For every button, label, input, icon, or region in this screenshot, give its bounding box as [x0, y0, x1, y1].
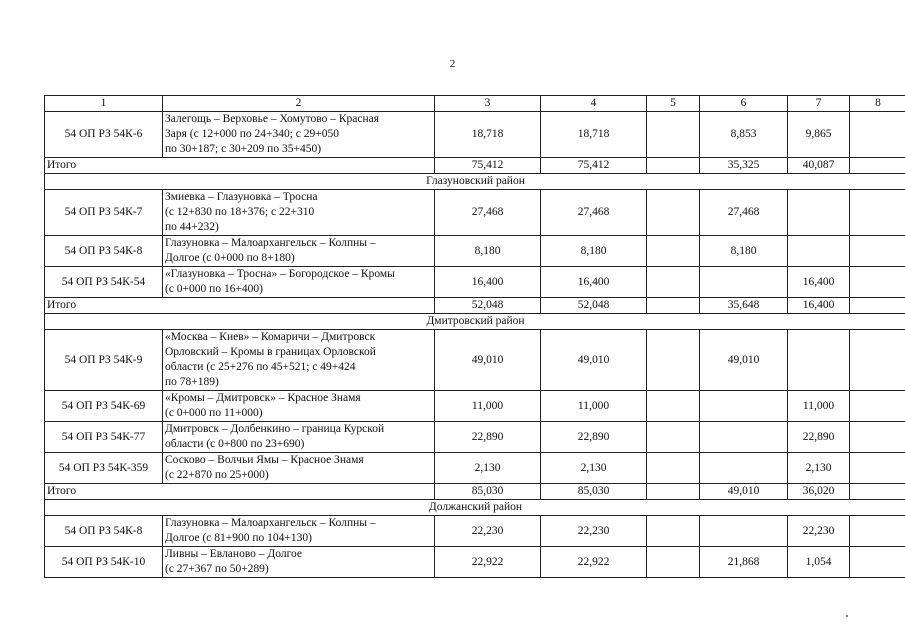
total-c6: 49,010: [700, 484, 788, 500]
value-c5: [647, 547, 700, 578]
value-c8: [850, 236, 905, 267]
header-cell: 1: [45, 96, 163, 112]
header-cell: 4: [541, 96, 647, 112]
road-code: 54 ОП РЗ 54К-8: [45, 516, 163, 547]
region-row: [45, 174, 905, 190]
road-description-line: «Глазуновка – Тросна» – Богородское – Кромы: [165, 268, 395, 280]
road-description: [163, 422, 435, 453]
value-c6: 8,853: [700, 112, 788, 158]
value-c7: 16,400: [788, 267, 850, 298]
value-c3: 18,718: [435, 112, 541, 158]
value-c6: [700, 422, 788, 453]
road-description-line: «Москва – Киев» – Комаричи – Дмитровск: [165, 331, 376, 343]
total-label: Итого: [45, 484, 435, 500]
road-description-line: Глазуновка – Малоархангельск – Колпны –: [165, 237, 376, 249]
value-c8: [850, 330, 905, 391]
road-description-line: Долгое (с 0+000 по 8+180): [165, 252, 295, 264]
total-c4: 75,412: [541, 158, 647, 174]
road-description: [163, 190, 435, 236]
total-c8: [850, 158, 905, 174]
value-c7: 22,230: [788, 516, 850, 547]
region-heading: Глазуновский район: [45, 174, 905, 190]
value-c7: [788, 236, 850, 267]
road-description-line: Заря (с 12+000 по 24+340; с 29+050: [165, 128, 339, 140]
value-c6: 21,868: [700, 547, 788, 578]
value-c6: [700, 453, 788, 484]
road-description-line: (с 0+000 по 16+400): [165, 283, 264, 295]
value-c8: [850, 453, 905, 484]
value-c4: 8,180: [541, 236, 647, 267]
value-c7: 22,890: [788, 422, 850, 453]
value-c5: [647, 422, 700, 453]
table-row: [45, 453, 905, 484]
road-description-line: (с 0+000 по 11+000): [165, 407, 263, 419]
total-c3: 85,030: [435, 484, 541, 500]
road-description-line: по 78+189): [165, 376, 219, 388]
total-row: [45, 484, 905, 500]
road-code: 54 ОП РЗ 54К-54: [45, 267, 163, 298]
value-c5: [647, 330, 700, 391]
road-description: [163, 112, 435, 158]
value-c8: [850, 190, 905, 236]
header-cell: 3: [435, 96, 541, 112]
road-description-line: (с 27+367 по 50+289): [165, 563, 269, 575]
total-label: Итого: [45, 158, 435, 174]
region-heading: Должанский район: [45, 500, 905, 516]
total-row: [45, 158, 905, 174]
value-c4: 16,400: [541, 267, 647, 298]
road-description-line: «Кромы – Дмитровск» – Красное Знамя: [165, 392, 361, 404]
table-row: [45, 190, 905, 236]
value-c8: [850, 547, 905, 578]
value-c7: [788, 190, 850, 236]
road-description: [163, 391, 435, 422]
table-row: [45, 547, 905, 578]
header-cell: 2: [163, 96, 435, 112]
road-description-line: Залегощь – Верховье – Хомутово – Красная: [165, 113, 379, 125]
total-c4: 85,030: [541, 484, 647, 500]
value-c6: [700, 391, 788, 422]
road-description-line: Дмитровск – Долбенкино – граница Курской: [165, 423, 385, 435]
road-code: 54 ОП РЗ 54К-6: [45, 112, 163, 158]
road-code: 54 ОП РЗ 54К-10: [45, 547, 163, 578]
page-number: 2: [449, 58, 456, 70]
table-row: [45, 516, 905, 547]
value-c4: 2,130: [541, 453, 647, 484]
value-c7: 1,054: [788, 547, 850, 578]
total-c6: 35,325: [700, 158, 788, 174]
total-c3: 75,412: [435, 158, 541, 174]
value-c6: 27,468: [700, 190, 788, 236]
total-c8: [850, 298, 905, 314]
road-description-line: Ливны – Евланово – Долгое: [165, 548, 303, 560]
header-cell: 5: [647, 96, 700, 112]
value-c5: [647, 236, 700, 267]
table-row: [45, 267, 905, 298]
total-row: [45, 298, 905, 314]
value-c3: 49,010: [435, 330, 541, 391]
value-c8: [850, 112, 905, 158]
value-c8: [850, 516, 905, 547]
value-c4: 22,230: [541, 516, 647, 547]
road-description-line: Глазуновка – Малоархангельск – Колпны –: [165, 517, 376, 529]
value-c3: 11,000: [435, 391, 541, 422]
region-row: [45, 314, 905, 330]
road-description-line: области (с 25+276 по 45+521; с 49+424: [165, 361, 356, 373]
value-c4: 27,468: [541, 190, 647, 236]
table-row: [45, 391, 905, 422]
region-heading: Дмитровский район: [45, 314, 905, 330]
value-c4: 11,000: [541, 391, 647, 422]
road-description-line: по 44+232): [165, 221, 219, 233]
header-cell: 6: [700, 96, 788, 112]
value-c7: 2,130: [788, 453, 850, 484]
value-c3: 27,468: [435, 190, 541, 236]
road-description: [163, 330, 435, 391]
value-c5: [647, 267, 700, 298]
road-description-line: Орловский – Кромы в границах Орловской: [165, 346, 376, 358]
value-c3: 22,890: [435, 422, 541, 453]
road-description-line: Змиевка – Глазуновка – Тросна: [165, 191, 318, 203]
total-c7: 16,400: [788, 298, 850, 314]
value-c5: [647, 453, 700, 484]
region-row: [45, 500, 905, 516]
table-body: [45, 96, 905, 578]
road-description: [163, 267, 435, 298]
scan-speck: [846, 615, 848, 617]
value-c7: 9,865: [788, 112, 850, 158]
total-c7: 40,087: [788, 158, 850, 174]
road-code: 54 ОП РЗ 54К-9: [45, 330, 163, 391]
value-c3: 22,922: [435, 547, 541, 578]
value-c4: 22,922: [541, 547, 647, 578]
road-code: 54 ОП РЗ 54К-8: [45, 236, 163, 267]
road-description-line: Сосково – Волчьи Ямы – Красное Знамя: [165, 454, 364, 466]
road-description: [163, 516, 435, 547]
value-c6: 49,010: [700, 330, 788, 391]
road-code: 54 ОП РЗ 54К-359: [45, 453, 163, 484]
table-row: [45, 422, 905, 453]
road-description: [163, 547, 435, 578]
total-c4: 52,048: [541, 298, 647, 314]
value-c4: 49,010: [541, 330, 647, 391]
header-cell: 7: [788, 96, 850, 112]
value-c6: [700, 267, 788, 298]
road-description: [163, 236, 435, 267]
value-c6: [700, 516, 788, 547]
roads-table: [44, 95, 905, 578]
road-code: 54 ОП РЗ 54К-69: [45, 391, 163, 422]
value-c5: [647, 391, 700, 422]
total-c5: [647, 158, 700, 174]
table-row: [45, 236, 905, 267]
road-code: 54 ОП РЗ 54К-7: [45, 190, 163, 236]
total-c7: 36,020: [788, 484, 850, 500]
value-c3: 2,130: [435, 453, 541, 484]
total-c5: [647, 484, 700, 500]
value-c8: [850, 267, 905, 298]
value-c8: [850, 422, 905, 453]
total-c3: 52,048: [435, 298, 541, 314]
value-c3: 16,400: [435, 267, 541, 298]
value-c7: 11,000: [788, 391, 850, 422]
value-c6: 8,180: [700, 236, 788, 267]
value-c5: [647, 112, 700, 158]
value-c5: [647, 516, 700, 547]
table-row: [45, 330, 905, 391]
road-code: 54 ОП РЗ 54К-77: [45, 422, 163, 453]
total-c8: [850, 484, 905, 500]
road-description: [163, 453, 435, 484]
total-label: Итого: [45, 298, 435, 314]
total-c6: 35,648: [700, 298, 788, 314]
value-c3: 8,180: [435, 236, 541, 267]
value-c5: [647, 190, 700, 236]
total-c5: [647, 298, 700, 314]
value-c4: 22,890: [541, 422, 647, 453]
road-description-line: (с 12+830 по 18+376; с 22+310: [165, 206, 315, 218]
road-description-line: Долгое (с 81+900 по 104+130): [165, 532, 312, 544]
header-cell: 8: [850, 96, 905, 112]
value-c8: [850, 391, 905, 422]
road-description-line: области (с 0+800 по 23+690): [165, 438, 305, 450]
road-description-line: по 30+187; с 30+209 по 35+450): [165, 143, 322, 155]
value-c3: 22,230: [435, 516, 541, 547]
table-header-row: [45, 96, 905, 112]
table-row: [45, 112, 905, 158]
value-c4: 18,718: [541, 112, 647, 158]
value-c7: [788, 330, 850, 391]
road-description-line: (с 22+870 по 25+000): [165, 469, 269, 481]
